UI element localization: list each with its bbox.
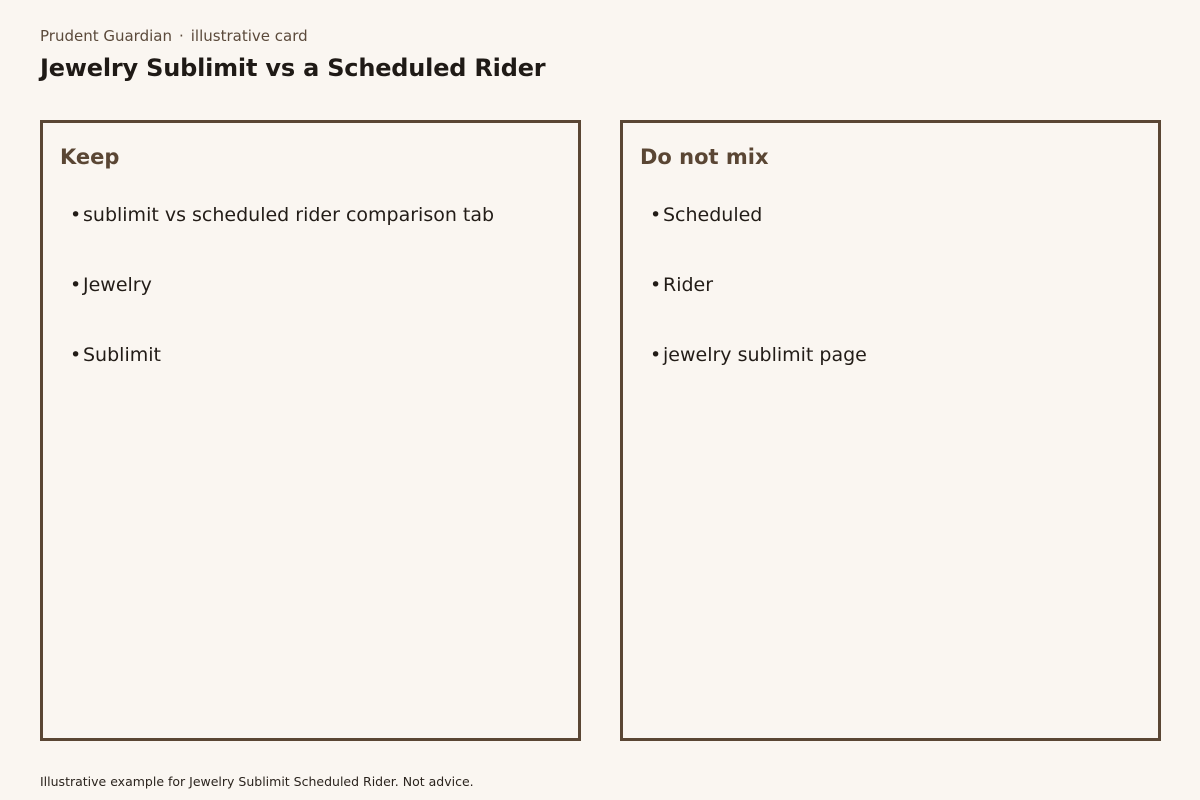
- keep-panel: [40, 120, 581, 741]
- do-not-mix-list: [650, 203, 867, 413]
- page-title: Jewelry Sublimit vs a Scheduled Rider: [40, 54, 546, 82]
- bullet-icon: •: [650, 344, 662, 366]
- list-item: [70, 203, 494, 273]
- bullet-icon: •: [650, 274, 662, 296]
- list-item: [650, 203, 867, 273]
- list-item-text: Jewelry: [83, 274, 152, 296]
- list-item-text: Sublimit: [83, 344, 161, 366]
- list-item: [650, 343, 867, 413]
- do-not-mix-panel: [620, 120, 1161, 741]
- list-item-text: Scheduled: [663, 204, 763, 226]
- card-tag: illustrative card: [190, 27, 308, 45]
- brand-name: Prudent Guardian: [40, 27, 172, 45]
- do-not-mix-panel-title: Do not mix: [640, 145, 769, 169]
- bullet-icon: •: [70, 204, 82, 226]
- keep-panel-title: Keep: [60, 145, 120, 169]
- list-item: [70, 343, 494, 413]
- list-item-text: sublimit vs scheduled rider comparison tab: [83, 204, 495, 226]
- bullet-icon: •: [70, 344, 82, 366]
- bullet-icon: •: [650, 204, 662, 226]
- footer-disclaimer: Illustrative example for Jewelry Sublimit Scheduled Rider. Not advice.: [40, 774, 474, 789]
- list-item: [70, 273, 494, 343]
- eyebrow-separator: ·: [178, 27, 184, 45]
- keep-list: [70, 203, 494, 413]
- header-eyebrow: [40, 27, 308, 45]
- list-item-text: jewelry sublimit page: [663, 344, 867, 366]
- bullet-icon: •: [70, 274, 82, 296]
- list-item-text: Rider: [663, 274, 714, 296]
- list-item: [650, 273, 867, 343]
